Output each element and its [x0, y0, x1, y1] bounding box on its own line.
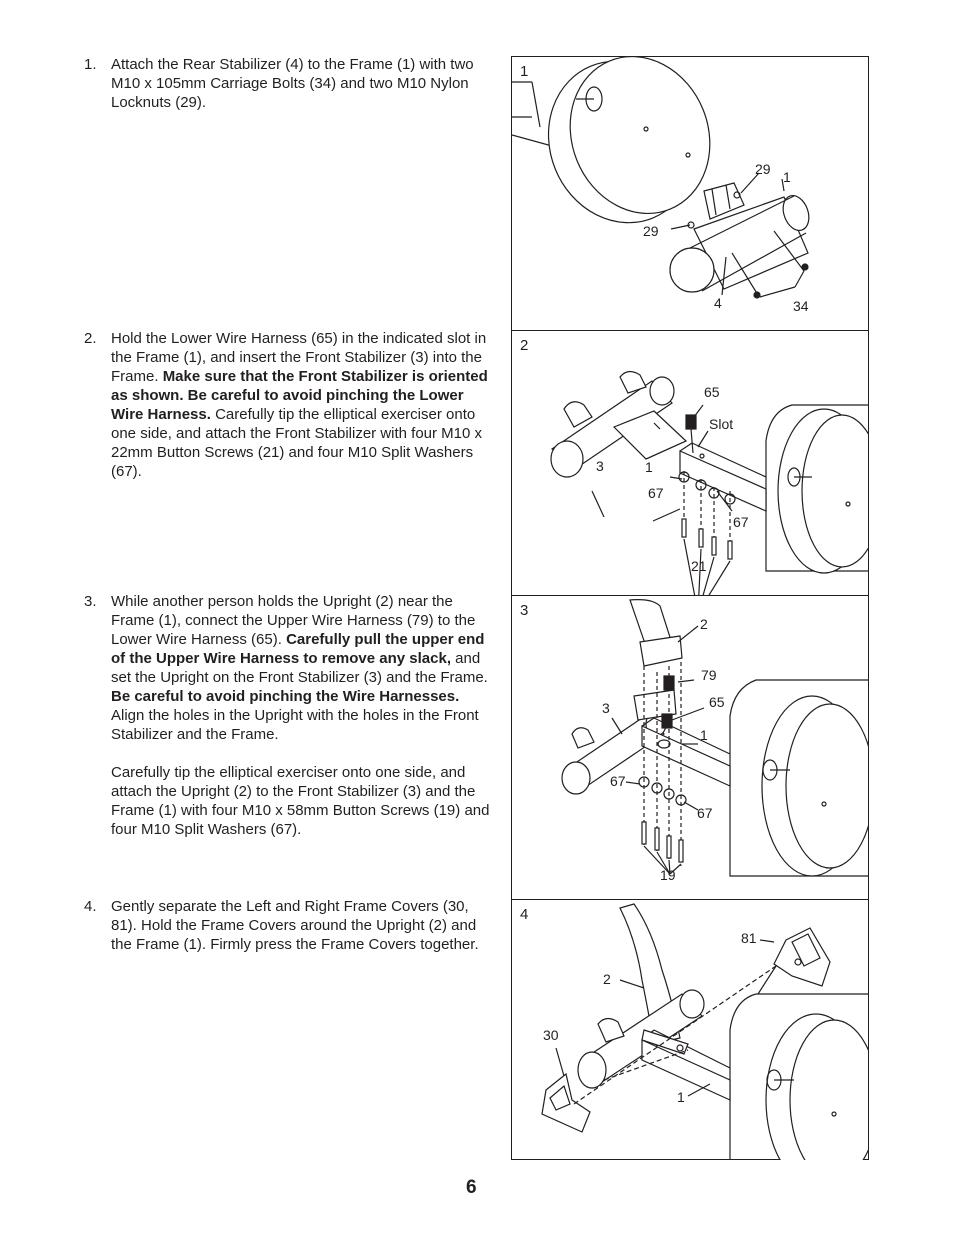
callout-label: 1: [700, 727, 708, 743]
callout-label: 67: [648, 485, 664, 501]
bold-text: Carefully pull the upper end of the Upper Wire Harness to remove any slack,: [111, 631, 485, 667]
step-text: [111, 55, 494, 112]
callout-label: 67: [697, 805, 713, 821]
callout-label: 21: [691, 558, 707, 574]
callout-label: 34: [793, 298, 809, 314]
step-number: 1.: [84, 56, 97, 73]
step-text: [111, 897, 494, 954]
callout-label: Slot: [709, 416, 734, 432]
figure-number: 3: [520, 602, 529, 619]
callout-label: 2: [700, 616, 708, 632]
callout-label: 3: [596, 458, 604, 474]
callout-label: 1: [645, 459, 653, 475]
text-run: and set the Upright on the Front Stabilizer (3) and the Frame.: [111, 650, 488, 686]
callout-label: 30: [543, 1027, 559, 1043]
callout-label: 67: [733, 514, 749, 530]
callout-label: 19: [660, 867, 676, 883]
figure-2: [512, 331, 868, 595]
text-run: Gently separate the Left and Right Frame Covers (30, 81). Hold the Frame Covers around the Upright (2) and the Frame (1). Firmly press the Frame Covers together.: [111, 898, 479, 953]
step-paragraph: [111, 763, 494, 839]
callout-label: 65: [709, 694, 725, 710]
step-1: [84, 55, 494, 112]
bold-text: Make sure that the Front Stabilizer is oriented as shown. Be careful to avoid pinching the Lower Wire Harness.: [111, 368, 488, 423]
callout-label: 29: [643, 223, 659, 239]
callout-label: 3: [602, 700, 610, 716]
text-run: Hold the Lower Wire Harness (65) in the indicated slot in the Frame (1), and insert the Front Stabilizer (3) into the Frame.: [111, 330, 487, 385]
figures-frame: [511, 56, 869, 1160]
step-paragraph: [111, 897, 494, 954]
callout-label: 81: [741, 930, 757, 946]
figure-3-drawing: [512, 596, 868, 899]
step-2: [84, 329, 494, 481]
callout-label: 1: [783, 169, 791, 185]
figure-4-drawing: [512, 900, 868, 1160]
text-run: Attach the Rear Stabilizer (4) to the Frame (1) with two M10 x 105mm Carriage Bolts (34) and two M10 Nylon Locknuts (29).: [111, 56, 474, 111]
step-number: 2.: [84, 330, 97, 347]
page-number: 6: [466, 1177, 477, 1198]
figure-1-drawing: [512, 57, 868, 331]
figure-number: 1: [520, 63, 529, 80]
text-run: Carefully tip the elliptical exerciser onto one side, and attach the Front Stabilizer with four M10 x 22mm Button Screws (21) and four M10 Split Washers (67).: [111, 406, 483, 480]
callout-label: 29: [755, 161, 771, 177]
step-text: [111, 329, 494, 481]
callout-label: 1: [677, 1089, 685, 1105]
bold-text: Be careful to avoid pinching the Wire Harnesses.: [111, 688, 460, 705]
step-paragraph: [111, 592, 494, 744]
step-paragraph: [111, 55, 494, 112]
figure-number: 2: [520, 337, 529, 354]
figure-1: [512, 57, 868, 331]
figure-number: 4: [520, 906, 529, 923]
figure-3: [512, 596, 868, 899]
text-run: Carefully tip the elliptical exerciser onto one side, and attach the Upright (2) to the Front Stabilizer (3) and the Frame (1) with four M10 x 58mm Button Screws (19) and four M10 Split Washers (67).: [111, 764, 490, 838]
step-text: [111, 592, 494, 839]
callout-label: 79: [701, 667, 717, 683]
step-paragraph: [111, 329, 494, 481]
callout-label: 2: [603, 971, 611, 987]
text-run: Align the holes in the Upright with the holes in the Front Stabilizer and the Frame.: [111, 707, 479, 743]
step-3: [84, 592, 494, 839]
figure-4: [512, 900, 868, 1160]
step-number: 3.: [84, 593, 97, 610]
callout-label: 4: [714, 295, 722, 311]
text-run: While another person holds the Upright (2) near the Frame (1), connect the Upper Wire Harness (79) to the Lower Wire Harness (65).: [111, 593, 476, 648]
step-4: [84, 897, 494, 954]
step-number: 4.: [84, 898, 97, 915]
figure-2-drawing: [512, 331, 868, 595]
callout-label: 67: [610, 773, 626, 789]
callout-label: 65: [704, 384, 720, 400]
